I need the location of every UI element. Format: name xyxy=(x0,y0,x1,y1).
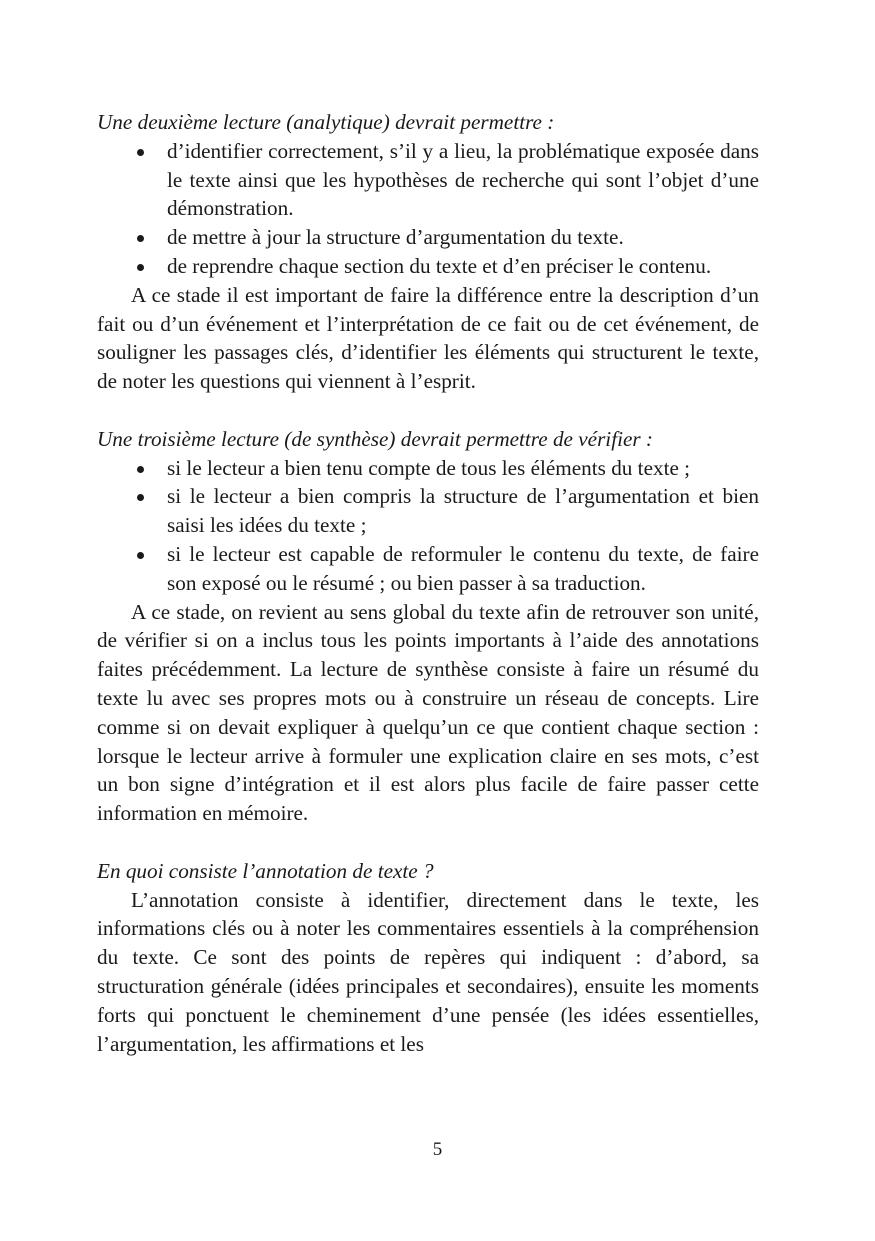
bullet-list-synthese xyxy=(97,454,759,598)
list-item xyxy=(97,482,759,540)
bullet-icon xyxy=(137,235,144,242)
list-item xyxy=(97,137,759,223)
bullet-icon xyxy=(137,149,144,156)
list-item xyxy=(97,223,759,252)
list-item-text: de reprendre chaque section du texte et d’en préciser le contenu. xyxy=(167,253,712,278)
list-item-text: de mettre à jour la structure d’argumentation du texte. xyxy=(167,225,624,250)
list-item-text: si le lecteur a bien tenu compte de tous les éléments du texte ; xyxy=(167,455,691,480)
section-heading-analytique: Une deuxième lecture (analytique) devrait permettre : xyxy=(97,110,555,134)
section-heading-synthese: Une troisième lecture (de synthèse) devrait permettre de vérifier : xyxy=(97,426,653,451)
bullet-icon xyxy=(137,494,144,501)
list-item xyxy=(97,540,759,598)
bullet-icon xyxy=(137,466,144,473)
list-item xyxy=(97,252,759,281)
list-item-text: d’identifier correctement, s’il y a lieu, la problématique exposée dans le texte ainsi que les hypothèses de recherche qui sont l’objet d’une démonstration. xyxy=(167,138,759,221)
list-item-text: si le lecteur est capable de reformuler le contenu du texte, de faire son exposé ou le résumé ; ou bien passer à sa traduction. xyxy=(167,541,759,595)
page-number: 5 xyxy=(432,1139,443,1160)
page-body xyxy=(97,108,759,1058)
list-item xyxy=(97,454,759,483)
section-heading-annotation: En quoi consiste l’annotation de texte ? xyxy=(97,858,434,883)
bullet-list-analytique xyxy=(97,137,759,281)
bullet-icon xyxy=(137,264,144,271)
body-paragraph: L’annotation consiste à identifier, directement dans le texte, les informations clés ou à noter les commentaires essentiels à la compréhension du texte. Ce sont des points de repères qui indiquent : d’abord, sa structuration générale (idées principales et secondaires), ensuite les moments forts qui ponctuent le cheminement d’une pensée (les idées essentielles, l’argumentation, les affirmations et les xyxy=(97,887,759,1056)
body-paragraph: A ce stade, on revient au sens global du texte afin de retrouver son unité, de vérifier si on a inclus tous les points importants à l’aide des annotations faites précédemment. La lecture de synthèse consiste à faire un résumé du texte lu avec ses propres mots ou à construire un réseau de concepts. Lire comme si on devait expliquer à quelqu’un ce que contient chaque section : lorsque le lecteur arrive à formuler une explication claire en ses mots, c’est un bon signe d’intégration et il est alors plus facile de faire passer cette information en mémoire. xyxy=(97,599,759,826)
body-paragraph: A ce stade il est important de faire la différence entre la description d’un fait ou d’un événement et l’interprétation de ce fait ou de cet événement, de souligner les passages clés, d’identifier les éléments qui structurent le texte, de noter les questions qui viennent à l’esprit. xyxy=(97,282,759,394)
bullet-icon xyxy=(137,552,144,559)
list-item-text: si le lecteur a bien compris la structure de l’argumentation et bien saisi les idées du texte ; xyxy=(167,484,759,538)
